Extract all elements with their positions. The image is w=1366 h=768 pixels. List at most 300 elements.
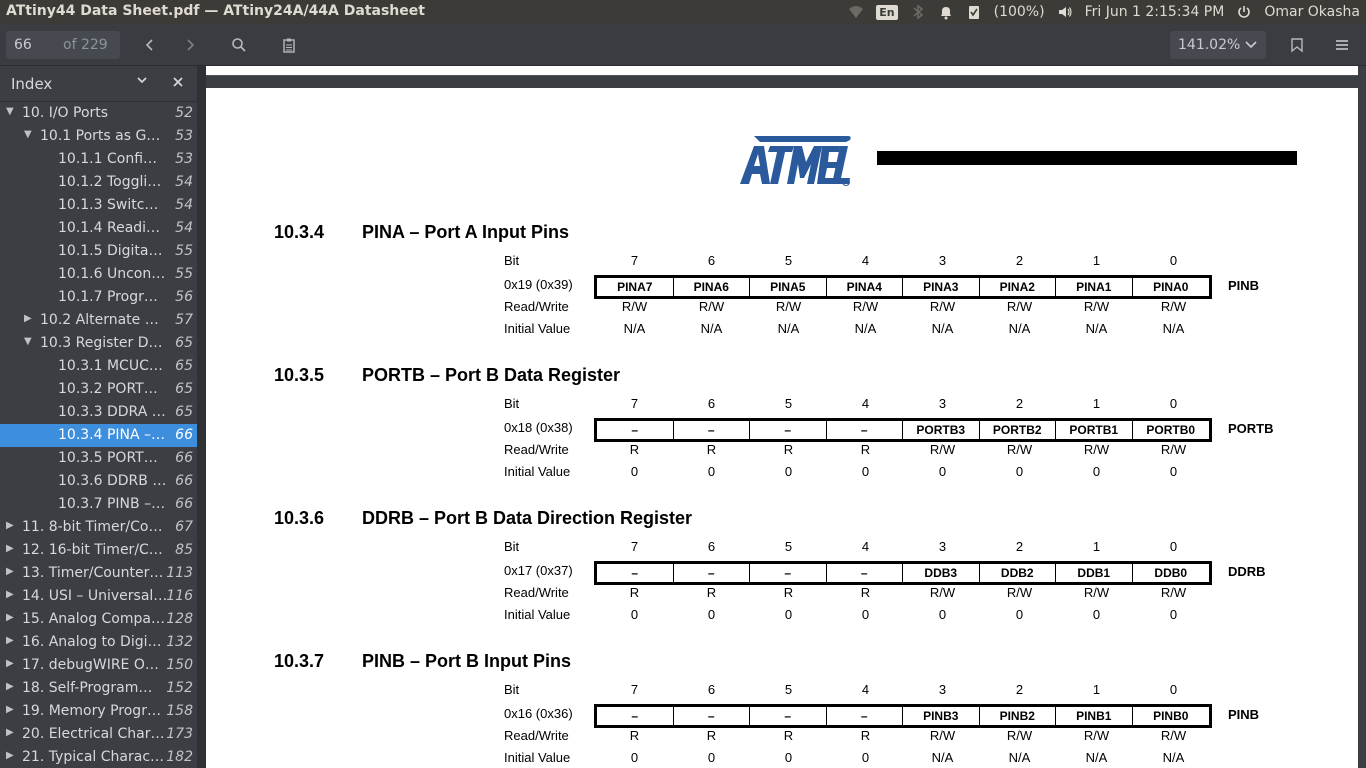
menu-button[interactable] — [1330, 33, 1354, 57]
bit-number: 2 — [1015, 539, 1024, 554]
read-write-value: R — [629, 728, 640, 743]
initial-value: 0 — [784, 607, 793, 622]
toc-item[interactable] — [0, 493, 197, 516]
read-write-value: R/W — [1083, 442, 1110, 457]
bit-number: 4 — [861, 396, 870, 411]
expand-right-icon[interactable]: ▶ — [6, 704, 14, 715]
bit-number: 5 — [784, 539, 793, 554]
register-table — [504, 396, 1274, 488]
toc-item-page: 152 — [166, 680, 193, 696]
initial-value: N/A — [700, 321, 723, 336]
read-write-value: R — [629, 442, 640, 457]
register-bits — [594, 704, 1212, 728]
initial-value: 0 — [630, 607, 639, 622]
toc-item-label: 18. Self-Program… — [22, 680, 153, 696]
zoom-level: 141.02% — [1178, 37, 1241, 53]
bit-row-label: Bit — [504, 396, 520, 411]
zoom-selector[interactable] — [1170, 31, 1266, 59]
toc-item-page: 66 — [175, 473, 193, 489]
initial-value: N/A — [777, 321, 800, 336]
toc-item-page: 65 — [175, 335, 193, 351]
register-bits — [594, 418, 1212, 442]
toc-item-page: 158 — [166, 703, 193, 719]
toc-item-label: 10.1.2 Toggli… — [58, 174, 162, 190]
read-write-value: R/W — [929, 585, 956, 600]
register-bit-cell: PORTB1 — [1056, 421, 1133, 439]
toc-item-label: 17. debugWIRE O… — [22, 657, 159, 673]
bit-row-label: Bit — [504, 539, 520, 554]
register-bit-cell: – — [597, 421, 674, 439]
close-sidebar-button[interactable] — [172, 73, 184, 92]
read-write-value: R/W — [929, 442, 956, 457]
read-write-value: R — [783, 585, 794, 600]
bit-number: 5 — [784, 253, 793, 268]
expand-right-icon[interactable]: ▶ — [6, 589, 14, 600]
initial-value: 0 — [707, 607, 716, 622]
read-write-value: R/W — [1006, 728, 1033, 743]
next-page-button[interactable] — [178, 33, 202, 57]
read-write-value: R — [629, 585, 640, 600]
register-bit-cell: – — [597, 564, 674, 582]
toc-item[interactable] — [0, 332, 197, 355]
toc-item-page: 52 — [175, 105, 193, 121]
toc-item[interactable] — [0, 217, 197, 240]
toc-item[interactable] — [0, 194, 197, 217]
register-bit-cell: PINA0 — [1153, 280, 1189, 294]
document-view[interactable] — [206, 66, 1366, 768]
initial-value: N/A — [854, 321, 877, 336]
bit-number: 3 — [938, 539, 947, 554]
bit-number: 2 — [1015, 682, 1024, 697]
address-label: 0x18 (0x38) — [504, 420, 573, 435]
register-name: DDRB — [1228, 564, 1266, 579]
register-name: PORTB — [1228, 421, 1274, 436]
toc-item[interactable] — [0, 125, 197, 148]
section-title: PINA – Port A Input Pins — [362, 222, 570, 242]
index-sidebar — [0, 66, 197, 768]
register-bit-cell: PINA4 — [827, 278, 904, 296]
toc-item[interactable] — [0, 654, 197, 677]
read-write-value: R/W — [1160, 585, 1187, 600]
bit-number: 5 — [784, 682, 793, 697]
toc-item-page: 66 — [175, 450, 193, 466]
toc-item-page: 55 — [175, 243, 193, 259]
toc-item-label: 10.1.4 Readi… — [58, 220, 161, 236]
read-write-value: R/W — [621, 299, 648, 314]
toc-item-label: 10.1 Ports as G… — [40, 128, 161, 144]
register-table — [504, 539, 1264, 631]
init-row-label: Initial Value — [504, 321, 571, 336]
toc-item-label: 19. Memory Progr… — [22, 703, 161, 719]
register-bit-cell: PINA7 — [597, 278, 674, 296]
read-write-value: R — [860, 442, 871, 457]
initial-value: 0 — [938, 464, 947, 479]
initial-value: 0 — [630, 464, 639, 479]
expand-right-icon[interactable]: ▶ — [6, 635, 14, 646]
toc-item-label: 10.3.4 PINA –… — [58, 427, 166, 443]
register-table — [504, 682, 1264, 768]
toc-item-label: 10.3.7 PINB –… — [58, 496, 166, 512]
chevron-left-icon — [143, 38, 157, 52]
toc-item-page: 67 — [175, 519, 193, 535]
initial-value: 0 — [784, 464, 793, 479]
bit-number: 3 — [938, 253, 947, 268]
bit-number: 7 — [630, 396, 639, 411]
register-bit-cell: PORTB3 — [903, 421, 980, 439]
read-write-value: R/W — [1006, 442, 1033, 457]
expand-right-icon[interactable]: ▶ — [6, 727, 14, 738]
chevron-down-icon — [1244, 37, 1258, 55]
search-icon — [231, 37, 247, 53]
initial-value: 0 — [1169, 607, 1178, 622]
read-write-value: R/W — [775, 299, 802, 314]
rw-row-label: Read/Write — [504, 585, 569, 600]
toc-item-label: 10.1.3 Switc… — [58, 197, 159, 213]
initial-value: 0 — [630, 750, 639, 765]
system-top-bar — [0, 0, 1366, 24]
read-write-value: R/W — [1160, 728, 1187, 743]
register-bit-cell: – — [674, 707, 751, 725]
read-write-value: R — [706, 728, 717, 743]
read-write-value: R — [706, 442, 717, 457]
toc-item-page: 56 — [175, 289, 193, 305]
toc-item-page: 53 — [175, 128, 193, 144]
register-bit-cell: PINB3 — [903, 707, 980, 725]
bit-number: 0 — [1169, 253, 1178, 268]
register-bit-cell: DDB0 — [1154, 566, 1188, 580]
initial-value: N/A — [1162, 750, 1185, 765]
initial-value: 0 — [861, 750, 870, 765]
init-row-label: Initial Value — [504, 750, 571, 765]
window-title: ATtiny44 Data Sheet.pdf — ATtiny24A/44A Datasheet — [6, 3, 425, 19]
register-bit-cell: – — [827, 564, 904, 582]
expand-down-icon[interactable]: ▼ — [6, 106, 14, 117]
user-name[interactable]: Omar Okasha — [1264, 4, 1360, 20]
register-bits — [594, 561, 1212, 585]
close-icon — [172, 76, 184, 88]
wifi-icon[interactable] — [848, 4, 864, 20]
bit-number: 7 — [630, 682, 639, 697]
annotations-button[interactable] — [277, 33, 301, 57]
toc-item-page: 54 — [175, 197, 193, 213]
toc-item-label: 10.1.1 Confi… — [58, 151, 158, 167]
toc-item-label: 10.3.1 MCUC… — [58, 358, 163, 374]
toc-item[interactable] — [0, 539, 197, 562]
register-bit-cell: DDB1 — [1056, 564, 1133, 582]
toc-item-label: 10.3.3 DDRA … — [58, 404, 166, 420]
toc-item[interactable] — [0, 263, 197, 286]
initial-value: N/A — [1162, 321, 1185, 336]
toc-item-page: 54 — [175, 174, 193, 190]
initial-value: 0 — [1015, 464, 1024, 479]
current-page[interactable]: 66 — [14, 37, 32, 53]
toc-item[interactable] — [0, 355, 197, 378]
bit-number: 6 — [707, 682, 716, 697]
toc-item[interactable] — [0, 148, 197, 171]
initial-value: N/A — [1008, 321, 1031, 336]
toc-item-label: 10.3.2 PORT… — [58, 381, 158, 397]
system-tray — [848, 0, 1360, 24]
initial-value: 0 — [938, 607, 947, 622]
read-write-value: R/W — [1160, 442, 1187, 457]
register-bit-cell: PORTB2 — [980, 421, 1057, 439]
toc-item[interactable] — [0, 102, 197, 125]
read-write-value: R/W — [1083, 585, 1110, 600]
page-number-input[interactable] — [6, 31, 120, 59]
bit-number: 0 — [1169, 539, 1178, 554]
expand-right-icon[interactable]: ▶ — [6, 612, 14, 623]
bit-number: 1 — [1092, 253, 1101, 268]
register-bit-cell: PINA3 — [903, 278, 980, 296]
read-write-value: R — [783, 442, 794, 457]
expand-right-icon[interactable]: ▶ — [6, 681, 14, 692]
toc-item-label: 16. Analog to Digi… — [22, 634, 162, 650]
section-title: DDRB – Port B Data Direction Register — [362, 508, 693, 528]
section-number: 10.3.5 — [274, 365, 325, 385]
power-icon[interactable] — [1236, 4, 1252, 20]
rw-row-label: Read/Write — [504, 728, 569, 743]
register-bit-cell: DDB2 — [980, 564, 1057, 582]
expand-down-icon[interactable]: ▼ — [24, 129, 32, 140]
pdf-page — [206, 88, 1358, 768]
toc-item[interactable] — [0, 240, 197, 263]
toc-item-label: 10.1.5 Digita… — [58, 243, 163, 259]
header-rule — [877, 151, 1297, 165]
initial-value: N/A — [931, 750, 954, 765]
initial-value: N/A — [1085, 750, 1108, 765]
bit-row-label: Bit — [504, 682, 520, 697]
toc-item[interactable] — [0, 516, 197, 539]
read-write-value: R — [783, 728, 794, 743]
read-write-value: R/W — [698, 299, 725, 314]
expand-right-icon[interactable]: ▶ — [6, 750, 14, 761]
toc-item[interactable] — [0, 378, 197, 401]
read-write-value: R/W — [1160, 299, 1187, 314]
toc-item[interactable] — [0, 424, 197, 447]
read-write-value: R/W — [1006, 299, 1033, 314]
sidebar-header — [0, 66, 197, 102]
previous-page-button[interactable] — [138, 33, 162, 57]
toc-item-page: 57 — [175, 312, 193, 328]
toc-list — [0, 102, 197, 768]
toc-item-label: 21. Typical Charac… — [22, 749, 165, 765]
search-button[interactable] — [227, 33, 251, 57]
bookmark-button[interactable] — [1285, 33, 1309, 57]
register-bit-cell: PINB2 — [980, 707, 1057, 725]
bit-number: 4 — [861, 253, 870, 268]
expand-right-icon[interactable]: ▶ — [6, 543, 14, 554]
volume-icon[interactable] — [1057, 4, 1073, 20]
clipboard-icon — [281, 37, 297, 53]
initial-value: 0 — [1169, 464, 1178, 479]
toc-item-page: 85 — [175, 542, 193, 558]
previous-page-edge — [206, 66, 1358, 76]
toc-item-label: 10.1.6 Uncon… — [58, 266, 166, 282]
battery-percent[interactable]: (100%) — [993, 4, 1045, 20]
initial-value: N/A — [1008, 750, 1031, 765]
toc-item[interactable] — [0, 700, 197, 723]
bit-number: 6 — [707, 539, 716, 554]
read-write-value: R/W — [852, 299, 879, 314]
bluetooth-icon[interactable] — [910, 4, 926, 20]
toc-item[interactable] — [0, 401, 197, 424]
toc-item[interactable] — [0, 677, 197, 700]
toc-item[interactable] — [0, 608, 197, 631]
register-bit-cell: PINB0 — [1153, 709, 1189, 723]
register-bit-cell: PORTB0 — [1146, 423, 1196, 437]
register-bits — [594, 275, 1212, 299]
initial-value: N/A — [1085, 321, 1108, 336]
address-label: 0x19 (0x39) — [504, 277, 573, 292]
address-label: 0x16 (0x36) — [504, 706, 573, 721]
section-title: PINB – Port B Input Pins — [362, 651, 572, 671]
toc-item-label: 10.3 Register D… — [40, 335, 163, 351]
toc-item-page: 53 — [175, 151, 193, 167]
chevron-right-icon — [183, 38, 197, 52]
chevron-down-icon[interactable] — [136, 74, 148, 90]
toc-item-page: 66 — [175, 496, 193, 512]
read-write-value: R — [860, 728, 871, 743]
toc-item-page: 173 — [166, 726, 193, 742]
bit-number: 3 — [938, 682, 947, 697]
read-write-value: R/W — [1083, 299, 1110, 314]
toc-item-label: 10.3.6 DDRB … — [58, 473, 167, 489]
bit-number: 7 — [630, 539, 639, 554]
toc-item-page: 150 — [166, 657, 193, 673]
initial-value: 0 — [861, 464, 870, 479]
toc-item-page: 66 — [175, 427, 193, 443]
bit-number: 7 — [630, 253, 639, 268]
toc-item[interactable] — [0, 171, 197, 194]
toc-item-page: 55 — [175, 266, 193, 282]
toc-item-page: 113 — [166, 565, 193, 581]
register-bit-cell: – — [597, 707, 674, 725]
bit-row-label: Bit — [504, 253, 520, 268]
register-bit-cell: PINA5 — [750, 278, 827, 296]
register-bit-cell: PINA1 — [1056, 278, 1133, 296]
clock[interactable]: Fri Jun 1 2:15:34 PM — [1084, 4, 1225, 20]
toc-item[interactable] — [0, 309, 197, 332]
bit-number: 3 — [938, 396, 947, 411]
initial-value: N/A — [931, 321, 954, 336]
rw-row-label: Read/Write — [504, 299, 569, 314]
section-number: 10.3.4 — [274, 222, 325, 242]
atmel-logo — [740, 132, 852, 188]
bit-number: 2 — [1015, 253, 1024, 268]
hamburger-menu-icon — [1334, 37, 1350, 53]
sidebar-splitter[interactable] — [197, 66, 206, 768]
toc-item[interactable] — [0, 746, 197, 768]
read-write-value: R — [706, 585, 717, 600]
toc-item-label: 14. USI – Universal… — [22, 588, 168, 604]
toc-item[interactable] — [0, 723, 197, 746]
toc-item-page: 65 — [175, 358, 193, 374]
toc-item-page: 54 — [175, 220, 193, 236]
expand-down-icon[interactable]: ▼ — [24, 336, 32, 347]
toc-item-label: 11. 8-bit Timer/Co… — [22, 519, 163, 535]
bit-number: 1 — [1092, 539, 1101, 554]
sidebar-mode-label[interactable]: Index — [11, 75, 53, 93]
read-write-value: R/W — [1083, 728, 1110, 743]
bit-number: 6 — [707, 396, 716, 411]
toc-item[interactable] — [0, 447, 197, 470]
bookmark-icon — [1289, 37, 1305, 53]
register-bit-cell: – — [674, 421, 751, 439]
toc-item-label: 15. Analog Compa… — [22, 611, 165, 627]
toc-item[interactable] — [0, 585, 197, 608]
bell-icon[interactable] — [938, 4, 954, 20]
initial-value: 0 — [707, 750, 716, 765]
toc-item-page: 116 — [166, 588, 193, 604]
initial-value: N/A — [623, 321, 646, 336]
register-table — [504, 253, 1264, 345]
register-bit-cell: PINA2 — [980, 278, 1057, 296]
toc-item-label: 10.1.7 Progr… — [58, 289, 158, 305]
initial-value: 0 — [1015, 607, 1024, 622]
toc-item-page: 132 — [166, 634, 193, 650]
read-write-value: R — [860, 585, 871, 600]
register-name: PINB — [1228, 278, 1260, 293]
expand-right-icon[interactable]: ▶ — [6, 658, 14, 669]
expand-right-icon[interactable]: ▶ — [24, 313, 32, 324]
expand-right-icon[interactable]: ▶ — [6, 566, 14, 577]
toc-item-page: 128 — [166, 611, 193, 627]
bit-number: 1 — [1092, 396, 1101, 411]
bit-number: 4 — [861, 539, 870, 554]
initial-value: 0 — [1092, 464, 1101, 479]
toc-item-label: 13. Timer/Counter… — [22, 565, 164, 581]
toc-item-label: 10.3.5 PORT… — [58, 450, 158, 466]
register-bit-cell: DDB3 — [903, 564, 980, 582]
toc-item[interactable] — [0, 562, 197, 585]
toc-item-label: 12. 16-bit Timer/C… — [22, 542, 163, 558]
address-label: 0x17 (0x37) — [504, 563, 573, 578]
init-row-label: Initial Value — [504, 464, 571, 479]
toc-item-page: 65 — [175, 381, 193, 397]
read-write-value: R/W — [929, 299, 956, 314]
bit-number: 5 — [784, 396, 793, 411]
battery-icon[interactable] — [966, 4, 982, 20]
register-name: PINB — [1228, 707, 1260, 722]
section-number: 10.3.6 — [274, 508, 325, 528]
initial-value: 0 — [1092, 607, 1101, 622]
register-bit-cell: PINA6 — [674, 278, 751, 296]
register-bit-cell: – — [750, 421, 827, 439]
initial-value: 0 — [861, 607, 870, 622]
bit-number: 6 — [707, 253, 716, 268]
toc-item[interactable] — [0, 631, 197, 654]
section-number: 10.3.7 — [274, 651, 325, 671]
toc-item[interactable] — [0, 286, 197, 309]
svg-text:R: R — [844, 180, 848, 186]
toc-item[interactable] — [0, 470, 197, 493]
toc-item-page: 182 — [166, 749, 193, 765]
initial-value: 0 — [784, 750, 793, 765]
toc-item-page: 65 — [175, 404, 193, 420]
register-bit-cell: – — [827, 421, 904, 439]
language-indicator[interactable]: En — [876, 5, 897, 20]
bit-number: 1 — [1092, 682, 1101, 697]
toc-item-label: 10. I/O Ports — [22, 105, 109, 121]
toc-item-label: 10.2 Alternate … — [40, 312, 159, 328]
register-bit-cell: – — [750, 707, 827, 725]
rw-row-label: Read/Write — [504, 442, 569, 457]
init-row-label: Initial Value — [504, 607, 571, 622]
total-pages: of 229 — [63, 37, 108, 53]
expand-right-icon[interactable]: ▶ — [6, 520, 14, 531]
bit-number: 4 — [861, 682, 870, 697]
section-title: PORTB – Port B Data Register — [362, 365, 621, 385]
